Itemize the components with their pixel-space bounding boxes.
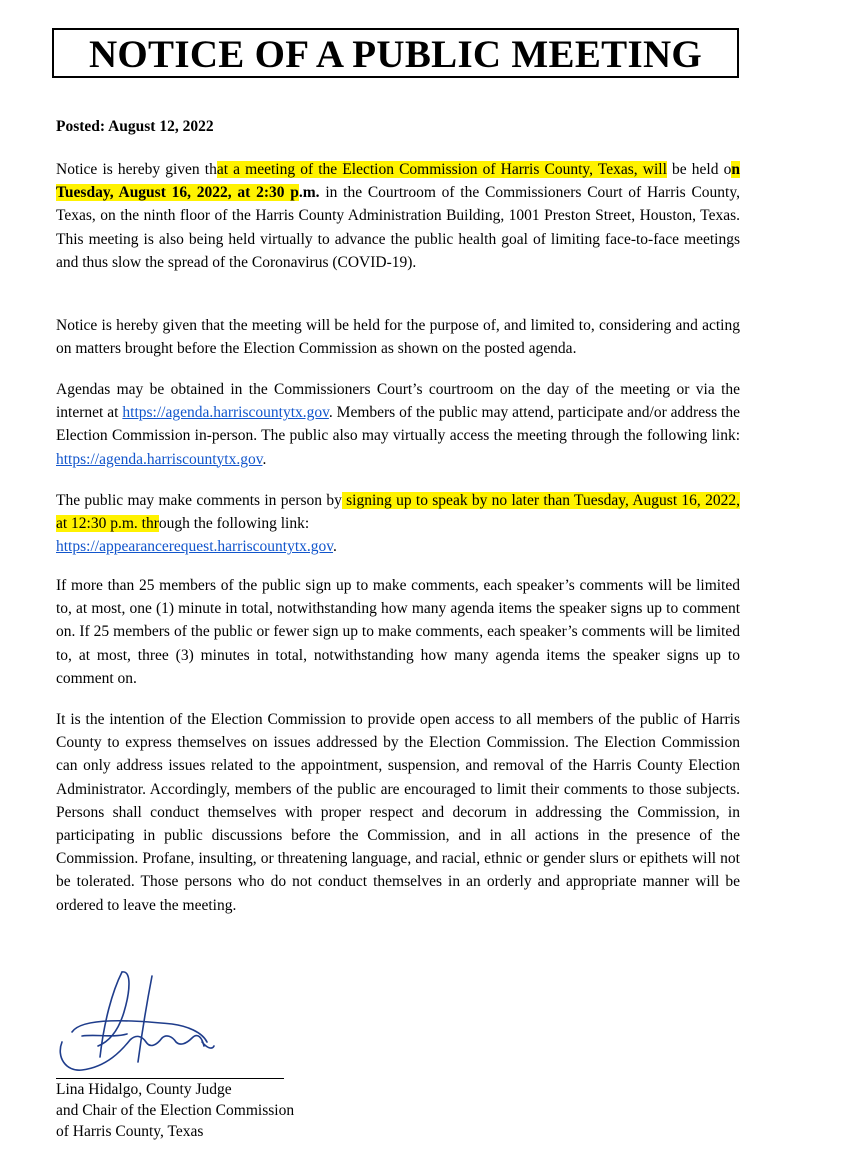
paragraph-purpose: Notice is hereby given that the meeting will be held for the purpose of, and limited to, considering and acting on matters brought before the Election Commission as shown on the posted agenda.: [56, 317, 740, 358]
paragraph-agendas: Agendas may be obtained in the Commissioners Court’s courtroom on the day of the meeting or via the internet at https://agenda.harriscountytx.gov. Members of the public may attend, participate and/or address the Election Commission in-person. The public also may virtually access the meeting through the following link: https://agenda.harriscountytx.gov.: [56, 381, 740, 468]
page-title: NOTICE OF A PUBLIC MEETING: [88, 33, 703, 76]
paragraph-conduct: It is the intention of the Election Commission to provide open access to all members of the public of Harris County to express themselves on issues addressed by the Election Commission. The Election Commission can only address issues related to the appointment, suspension, and removal of the Harris County Election Administrator. Accordingly, members of the public are encouraged to limit their comments to those subjects. Persons shall conduct themselves with proper respect and decorum in addressing the Commission, in participating in public discussions before the Commission, and in all actions in the presence of the Commission. Profane, insulting, or threatening language, and racial, ethnic or gender slurs or epithets will not be tolerated. Those persons who do not conduct themselves in an orderly and appropriate manner will be ordered to leave the meeting.: [56, 711, 740, 914]
highlight-deadline: signing up to speak by no later than Tuesday, August 16, 2022, at 12:30 p.m. thr: [56, 492, 740, 533]
paragraph-public-comments: The public may make comments in person by signing up to speak by no later than Tuesday, August 16, 2022, at 12:30 p.m. through the following link: https://appearancerequest.harriscountytx.gov.: [56, 492, 740, 556]
paragraph-speaker-limits: If more than 25 members of the public sign up to make comments, each speaker’s comments will be limited to, at most, one (1) minute in total, notwithstanding how many agenda items the speaker signs up to comment on. If 25 members of the public or fewer sign up to make comments, each speaker’s comments will be limited to, at most, three (3) minutes in total, notwithstanding how many agenda items the speaker signs up to comment on.: [56, 577, 740, 687]
signer-title: and Chair of the Election Commission: [56, 1102, 295, 1119]
agenda-link[interactable]: https://agenda.harriscountytx.gov: [122, 404, 329, 422]
signature: [52, 962, 222, 1080]
signer-name: Lina Hidalgo, County Judge: [56, 1081, 232, 1098]
signer-jurisdiction: of Harris County, Texas: [56, 1123, 204, 1140]
highlight-date: n: [731, 161, 740, 178]
paragraph-meeting-notice: Notice is hereby given that a meeting of the Election Commission of Harris County, Texas, will be held on Tuesday, August 16, 2022, at 2:30 p.m. in the Courtroom of the Commissioners Court of Harris County, Texas, on the ninth floor of the Harris County Administration Building, 1001 Preston Street, Houston, Texas. This meeting is also being held virtually to advance the public health goal of limiting face-to-face meetings and thus slow the spread of the Coronavirus (COVID-19).: [56, 161, 740, 271]
virtual-access-link[interactable]: https://agenda.harriscountytx.gov: [56, 450, 263, 468]
posted-date: Posted: August 12, 2022: [56, 118, 214, 135]
appearance-request-link[interactable]: https://appearancerequest.harriscountytx.gov: [56, 538, 334, 556]
title-box: [52, 28, 739, 78]
signature-block: [56, 1079, 294, 1142]
highlight: at a meeting of the Election Commission of Harris County, Texas, will: [216, 161, 667, 178]
